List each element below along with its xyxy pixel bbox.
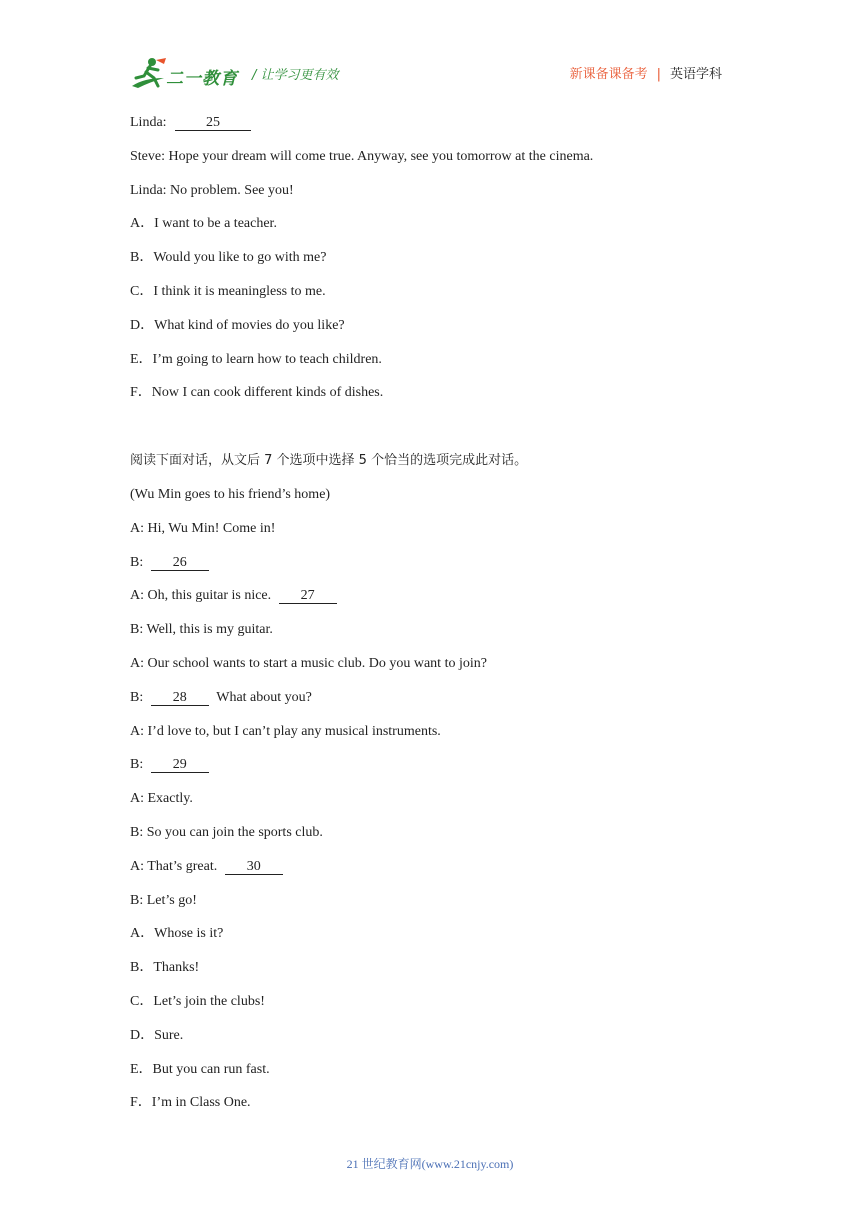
page-footer[interactable]: 21 世纪教育网(www.21cnjy.com) bbox=[346, 1157, 514, 1171]
answer-blank[interactable]: 26 bbox=[151, 555, 209, 571]
dialogue-line bbox=[130, 756, 209, 774]
option-item: D．What kind of movies do you like? bbox=[130, 318, 345, 333]
option-item: D．Sure. bbox=[130, 1028, 184, 1043]
exam-label: 新课备课备考 bbox=[569, 67, 648, 82]
context-line: (Wu Min goes to his friend’s home) bbox=[130, 487, 331, 502]
logo-text: 二一教育 bbox=[166, 69, 238, 89]
dialogue-line bbox=[130, 554, 209, 572]
dialogue-line: A: Our school wants to start a music club. Do you want to join? bbox=[130, 656, 487, 671]
answer-blank[interactable]: 28 bbox=[151, 690, 209, 706]
speaker: Linda: bbox=[130, 115, 167, 130]
dialogue-line bbox=[130, 587, 337, 605]
speaker: B: bbox=[130, 757, 144, 772]
header-right bbox=[570, 63, 722, 82]
option-item: E．I’m going to learn how to teach children. bbox=[130, 352, 382, 367]
option-item: B．Would you like to go with me? bbox=[130, 250, 327, 265]
option-item: B．Thanks! bbox=[130, 960, 200, 975]
subject-label: 英语学科 bbox=[669, 67, 722, 82]
answer-blank[interactable]: 29 bbox=[151, 757, 209, 773]
speaker: B: bbox=[130, 555, 144, 570]
dialogue-line: B: So you can join the sports club. bbox=[130, 825, 323, 840]
option-item: A．I want to be a teacher. bbox=[130, 216, 277, 231]
dialogue-text: What about you? bbox=[216, 690, 312, 705]
dialogue-text: A: Oh, this guitar is nice. bbox=[130, 588, 272, 603]
dialogue-line: Steve: Hope your dream will come true. Anyway, see you tomorrow at the cinema. bbox=[130, 149, 594, 164]
page-header bbox=[130, 56, 730, 92]
option-item: C．I think it is meaningless to me. bbox=[130, 284, 326, 299]
option-item: E．But you can run fast. bbox=[130, 1062, 270, 1077]
option-item: C．Let’s join the clubs! bbox=[130, 994, 265, 1009]
dialogue-line: A: Hi, Wu Min! Come in! bbox=[130, 521, 276, 536]
instruction: 阅读下面对话，从文后 7 个选项中选择 5 个恰当的选项完成此对话。 bbox=[130, 453, 528, 468]
dialogue-line: A: Exactly. bbox=[130, 791, 193, 806]
speaker: B: bbox=[130, 690, 144, 705]
answer-blank[interactable]: 30 bbox=[225, 859, 283, 875]
runner-logo-icon bbox=[130, 56, 170, 90]
site-logo bbox=[130, 56, 242, 90]
header-separator: | bbox=[656, 67, 661, 82]
option-item: F．I’m in Class One. bbox=[130, 1095, 251, 1110]
slogan: / 让学习更有效 bbox=[252, 68, 339, 83]
dialogue-line: Linda: No problem. See you! bbox=[130, 183, 294, 198]
dialogue-line bbox=[130, 689, 312, 707]
option-item: A．Whose is it? bbox=[130, 926, 224, 941]
dialogue-line: A: I’d love to, but I can’t play any musical instruments. bbox=[130, 724, 441, 739]
dialogue-line bbox=[130, 858, 283, 876]
answer-blank[interactable]: 27 bbox=[279, 588, 337, 604]
dialogue-text: A: That’s great. bbox=[130, 859, 218, 874]
answer-blank[interactable]: 25 bbox=[175, 115, 251, 131]
dialogue-line: B: Well, this is my guitar. bbox=[130, 622, 273, 637]
dialogue-line: B: Let’s go! bbox=[130, 893, 197, 908]
option-item: F．Now I can cook different kinds of dishes. bbox=[130, 385, 384, 400]
dialogue-line bbox=[130, 114, 251, 132]
